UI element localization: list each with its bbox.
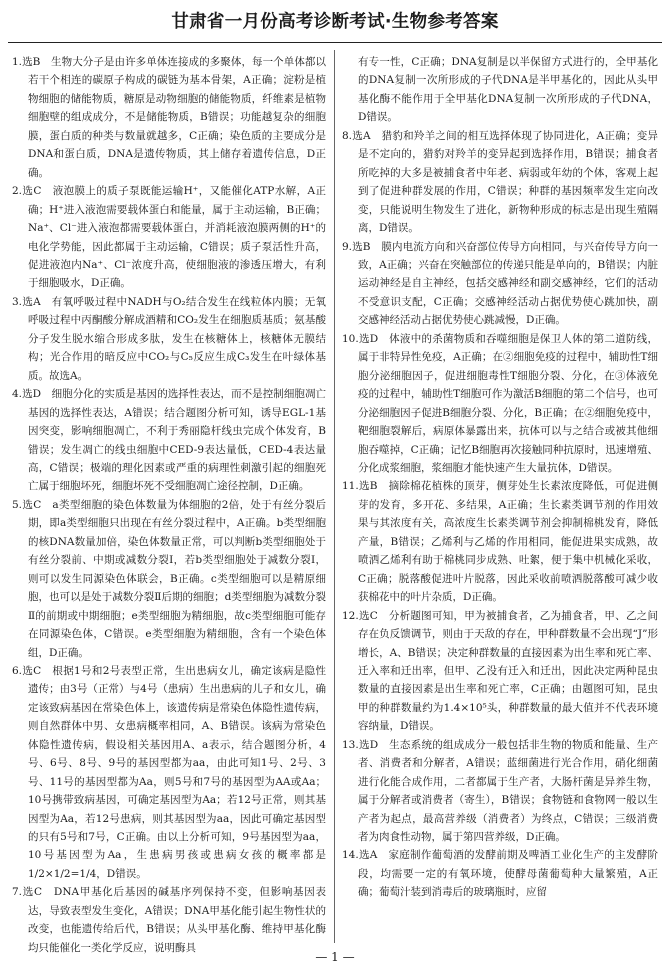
answer-item: 8.选A 猎豹和羚羊之间的相互选择体现了协同进化，A正确；变异是不定向的，猎豹对羚羊的变异起到选择作用，B错误；捕食者所吃掉的大多是被捕食者中年老、病弱或年幼的个体，客观上起到了促进种群发展的作用，C错误；种群的基因频率发生定向改变，只能说明生物发生了进化，新物种形成的标志是出现生殖隔离，D错误。: [342, 129, 658, 235]
page-number: — 1 —: [315, 950, 355, 964]
answer-item: 6.选C 根据1号和2号表型正常，生出患病女儿，确定该病是隐性遗传；由3号（正常）与4号（患病）生出患病的儿子和女儿，确定该致病基因在常染色体上，该遗传病是常染色体隐性遗传病，则自然群体中男、女患病概率相同，A、B错误。该病为常染色体隐性遗传病，假设相关基因用A、a表示，结合题图分析，4号、6号、8号、9号的基因型都为aa，由此可知1号、2号、3号、11号的基因型都为Aa，则5号和7号的基因型为AA或Aa；10号携带致病基因，可确定基因型为Aa；若12号正常，则其基因型为Aa，若12号患病，则其基因型为aa，因此可确定基因型的只有5号和7号，C正确。由以上分析可知，9号基因型为aa，10号基因型为Aa，生患病男孩或患病女孩的概率都是1/2×1/2=1/4，D错误。: [12, 664, 326, 880]
document-title: 甘肃省一月份高考诊断考试·生物参考答案: [171, 12, 499, 32]
answer-item: 5.选C a类型细胞的染色体数量为体细胞的2倍，处于有丝分裂后期，即a类型细胞只出现在有丝分裂过程中，A正确。b类型细胞的核DNA数量加倍，染色体数量正常，可以判断b类型细胞处于有丝分裂前、中期或减数分裂Ⅰ，若b类型细胞处于减数分裂Ⅰ，则可以发生同源染色体联会，B正确。c类型细胞可以是精原细胞，也可以是处于减数分裂Ⅱ后期的细胞；d类型细胞为减数分裂Ⅱ的前期或中期细胞；e类型细胞为精细胞，故c类型细胞可能存在同源染色体，C错误。e类型细胞为精细胞，含有一个染色体组，D正确。: [12, 498, 326, 659]
answer-item: 13.选D 生态系统的组成成分一般包括非生物的物质和能量、生产者、消费者和分解者，A错误；蓝细菌进行光合作用，硝化细菌进行化能合成作用，二者都属于生产者，大肠杆菌是异养生物，属于分解者或消费者（寄生），B错误；食物链和食物网一般以生产者为起点，最高营养级（消费者）为终点，C错误；三级消费者为肉食性动物，属于第四营养级，D正确。: [342, 738, 658, 844]
answer-item: 10.选D 体液中的杀菌物质和吞噬细胞是保卫人体的第二道防线，属于非特异性免疫，A正确；在②细胞免疫的过程中，辅助性T细胞分泌细胞因子，促进细胞毒性T细胞分裂、分化，在③体液免疫的过程中，辅助性T细胞可作为激活B细胞的第二个信号，也可分泌细胞因子促进B细胞分裂、分化，B正确；在②细胞免疫中，靶细胞裂解后，病原体暴露出来，抗体可以与之结合或被其他细胞吞噬掉，C正确；记忆B细胞再次接触同种抗原时，迅速增殖、分化成浆细胞，浆细胞才能快速产生大量抗体，D错误。: [342, 332, 658, 474]
answer-item: 12.选C 分析题图可知，甲为被捕食者，乙为捕食者，甲、乙之间存在负反馈调节，则由于天敌的存在，甲种群数量不会出现“J”形增长，A、B错误；决定种群数量的直接因素为出生率和死亡率、迁入率和迁出率，但甲、乙没有迁入和迁出，因此决定两种昆虫数量的直接因素是出生率和死亡率，C正确；由题图可知，昆虫甲的种群数量约为1.4×10⁵头，种群数量的最大值并不代表环境容纳量，D错误。: [342, 609, 658, 733]
answer-item: 11.选B 摘除棉花植株的顶芽，侧芽处生长素浓度降低，可促进侧芽的发育，多开花、多结果，A正确；生长素类调节剂的作用效果与其浓度有关，高浓度生长素类调节剂会抑制棉桃发育，降低产量，B错误；乙烯利与乙烯的作用相同，能促进果实成熟，故喷洒乙烯利有助于棉桃同步成熟、吐絮，便于集中机械化采收，C正确；脱落酸促进叶片脱落，因此采收前喷洒脱落酸可减少收获棉花中的叶片杂质，D正确。: [342, 480, 658, 604]
title-rule: [8, 42, 662, 43]
answer-item: 3.选A 有氧呼吸过程中NADH与O₂结合发生在线粒体内膜；无氧呼吸过程中丙酮酸分解成酒精和CO₂发生在细胞质基质；氨基酸分子发生脱水缩合形成多肽，发生在核糖体上，核糖体无膜结构；光合作用的暗反应中CO₂与C₅反应生成C₃发生在叶绿体基质。故选A。: [12, 295, 326, 382]
right-column: [342, 53, 658, 943]
answer-item: 7.选C DNA甲基化后基因的碱基序列保持不变，但影响基因表达，导致表型发生变化，A错误；DNA甲基化能引起生物性状的改变，也能遗传给后代，B错误；从头甲基化酶、维持甲基化酶均只能催化一类化学反应，说明酶具: [12, 886, 326, 954]
answer-item: 1.选B 生物大分子是由许多单体连接成的多聚体，每一个单体都以若干个相连的碳原子构成的碳链为基本骨架，A正确；淀粉是植物细胞的储能物质，糖原是动物细胞的储能物质，纤维素是植物细胞壁的组成成分，不是储能物质，B错误；功能越复杂的细胞膜，蛋白质的种类与数量就越多，C正确；染色质的主要成分是DNA和蛋白质，DNA是遗传物质，其上储存着遗传信息，D正确。: [12, 56, 326, 179]
answer-item: 2.选C 液泡膜上的质子泵既能运输H⁺，又能催化ATP水解，A正确；H⁺进入液泡需要载体蛋白和能量，属于主动运输，B正确；Na⁺、Cl⁻进入液泡都需要载体蛋白，并消耗液泡膜两侧的H⁺的电化学势能，因此都属于主动运输，C错误；质子泵活性升高，促进液泡内Na⁺、Cl⁻浓度升高，使细胞液的渗透压增大，有利于细胞吸水，D正确。: [12, 185, 326, 290]
left-column: [12, 53, 326, 954]
answer-item: 9.选B 膜内电流方向和兴奋部位传导方向相同，与兴奋传导方向一致，A正确；兴奋在突触部位的传递只能是单向的，B错误；内脏运动神经是自主神经，包括交感神经和副交感神经，它们的活动不受意识支配，C正确；交感神经活动占据优势使心跳加快，副交感神经活动占据优势使心跳减慢，D正确。: [342, 240, 658, 327]
column-divider: [334, 50, 335, 943]
answer-continuation: 有专一性，C正确；DNA复制是以半保留方式进行的，全甲基化的DNA复制一次所形成的子代DNA是半甲基化的，因此从头甲基化酶不能作用于全甲基化DNA复制一次所形成的子代DNA，D错误。: [358, 56, 658, 124]
answer-item: 4.选D 细胞分化的实质是基因的选择性表达，而不是控制细胞凋亡基因的选择性表达，A错误；结合题图分析可知，诱导EGL-1基因突变，影响细胞凋亡，不利于秀丽隐杆线虫完成个体发育，B错误；发生凋亡的线虫细胞中CED-9表达量低，CED-4表达量高，C错误；极端的理化因素或严重的病理性刺激引起的细胞死亡属于细胞坏死，细胞坏死不受细胞凋亡途径控制，D正确。: [12, 388, 326, 493]
answer-item: 14.选A 家庭制作葡萄酒的发酵前期及啤酒工业化生产的主发酵阶段，均需要一定的有氧环境，使酵母菌葡萄种大量繁殖，A正确；葡萄汁装到消毒后的玻璃瓶时，应留: [342, 849, 658, 899]
